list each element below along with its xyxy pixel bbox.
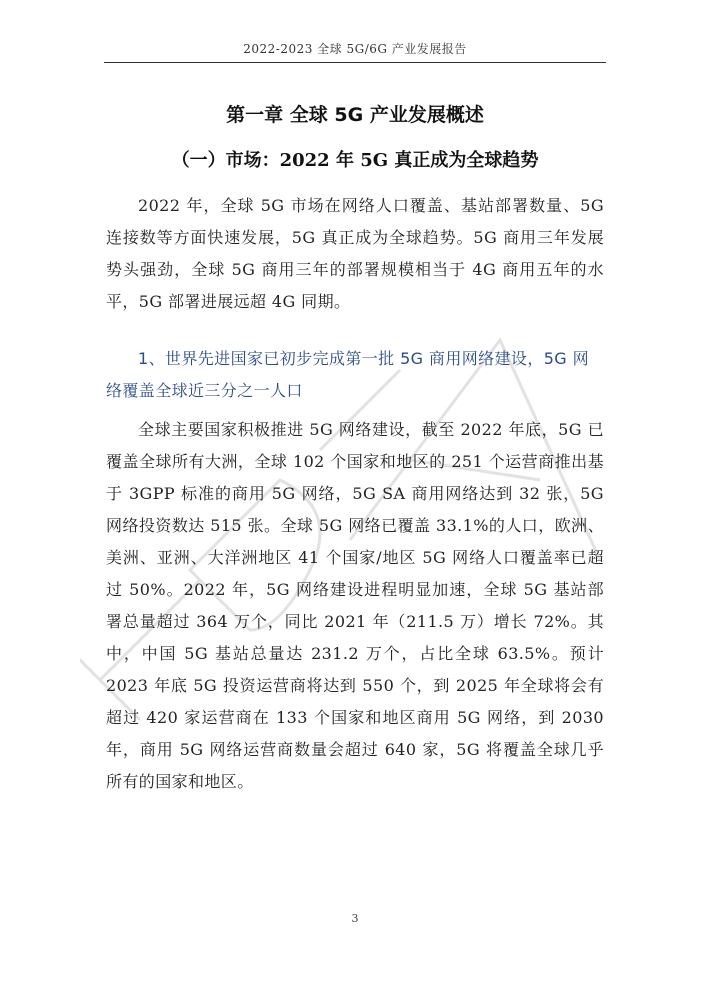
body-paragraph: 全球主要国家积极推进 5G 网络建设，截至 2022 年底，5G 已覆盖全球所有大洲，全球 102 个国家和地区的 251 个运营商推出基于 3GPP 标准的商用 5G 网络，5G SA 商用网络达到 32 张，5G 网络投资数达 515 张。全球 5G 网络已覆盖 33.1%的人口，欧洲、美洲、亚洲、大洋洲地区 41 个国家/地区 5G 网络人口覆盖率已超过 50%。2022 年，5G 网络建设进程明显加速，全球 5G 基站部署总量超过 364 万个，同比 2021 年（211.5 万）增长 72%。其中，中国 5G 基站总量达 231.2 万个，占比全球 63.5%。预计 2023 年底 5G 投资运营商将达到 550 个，到 2025 年全球将会有超过 420 家运营商在 133 个国家和地区商用 5G 网络，到 2030 年，商用 5G 网络运营商数量会超过 640 家，5G 将覆盖全球几乎所有的国家和地区。: [106, 420, 604, 791]
section-title: （一）市场：2022 年 5G 真正成为全球趋势: [171, 150, 539, 171]
intro-paragraph: 2022 年，全球 5G 市场在网络人口覆盖、基站部署数量、5G 连接数等方面快速发展，5G 真正成为全球趋势。5G 商用三年发展势头强劲，全球 5G 商用三年的部署规模相当于 4G 商用五年的水平，5G 部署进展远超 4G 同期。: [106, 196, 604, 311]
running-header: 2022-2023 全球 5G/6G 产业发展报告: [243, 42, 467, 56]
header-rule: [104, 62, 606, 63]
page-number: 3: [351, 912, 359, 925]
chapter-title: 第一章 全球 5G 产业发展概述: [226, 104, 484, 126]
subheading: 1、世界先进国家已初步完成第一批 5G 商用网络建设，5G 网络覆盖全球近三分之一人口: [106, 349, 589, 400]
